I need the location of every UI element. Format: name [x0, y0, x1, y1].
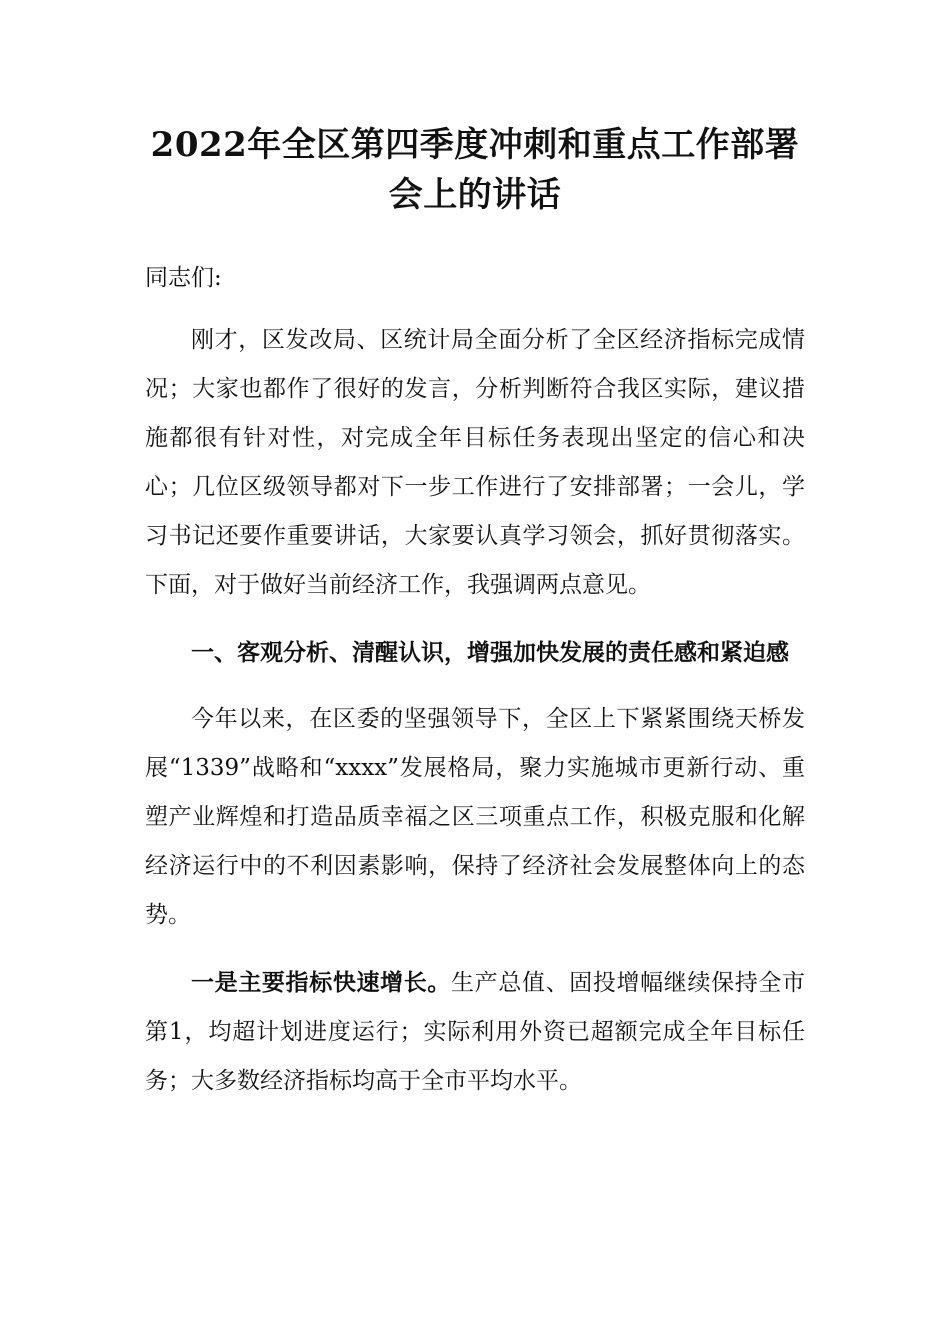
- document-title: [145, 120, 805, 220]
- point-1-lead: 一是主要指标快速增长。: [191, 969, 452, 996]
- title-line-2: 会上的讲话: [388, 175, 562, 215]
- title-line-1: 2022年全区第四季度冲刺和重点工作部署: [150, 125, 800, 165]
- salutation: 同志们:: [145, 265, 222, 291]
- point-1-body: 生产总值、固投增幅继续保持全市第1，均超计划进度运行；实际利用外资已超额完成全年目标任务；大多数经济指标均高于全市平均水平。: [145, 970, 806, 1094]
- section-1-paragraph: 今年以来，在区委的坚强领导下，全区上下紧紧围绕天桥发展“1339”战略和“xxxx”发展格局，聚力实施城市更新行动、重塑产业辉煌和打造品质幸福之区三项重点工作，积极克服和化解经济运行中的不利因素影响，保持了经济社会发展整体向上的态势。: [145, 706, 805, 928]
- section-1-heading: 一、客观分析、清醒认识，增强加快发展的责任感和紧迫感: [191, 639, 789, 666]
- point-1-paragraph: [145, 958, 805, 1106]
- document-page: [145, 120, 805, 1106]
- intro-paragraph: 刚才，区发改局、区统计局全面分析了全区经济指标完成情况；大家也都作了很好的发言，分析判断符合我区实际，建议措施都很有针对性，对完成全年目标任务表现出坚定的信心和决心；几位区级领导都对下一步工作进行了安排部署；一会儿，学习书记还要作重要讲话，大家要认真学习领会，抓好贯彻落实。下面，对于做好当前经济工作，我强调两点意见。: [145, 327, 805, 598]
